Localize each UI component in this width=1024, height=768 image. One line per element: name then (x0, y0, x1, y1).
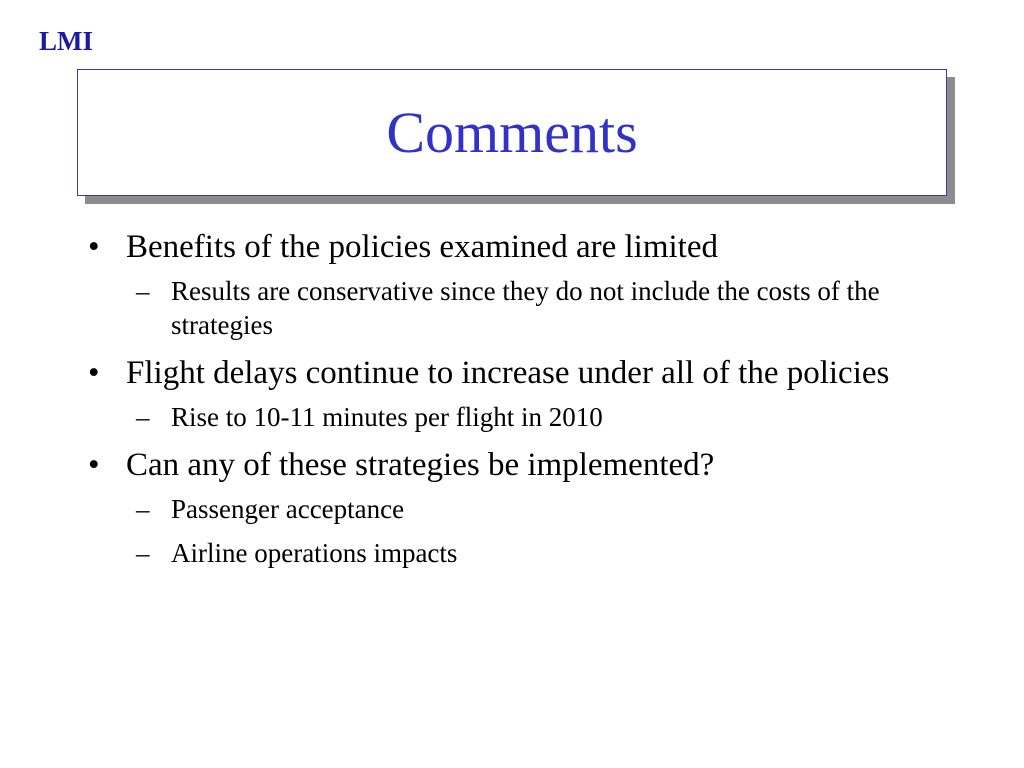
sub-bullet-marker: – (136, 494, 150, 524)
sub-bullet-item (136, 536, 938, 570)
slide-title: Comments (386, 99, 638, 165)
sub-bullet-item (136, 274, 938, 342)
logo: LMI (39, 26, 93, 56)
bullet-text: Flight delays continue to increase under all of the policies (126, 355, 890, 391)
sub-bullet-text: Airline operations impacts (171, 538, 458, 568)
sub-bullet-text: Results are conservative since they do not include the costs of the strategies (171, 276, 880, 340)
bullet-marker: • (88, 447, 100, 483)
bullet-text: Benefits of the policies examined are limited (126, 229, 718, 265)
title-box (77, 69, 947, 196)
sub-bullet-marker: – (136, 276, 150, 306)
bullet-list (88, 226, 938, 580)
sub-bullet-marker: – (136, 538, 150, 568)
bullet-text: Can any of these strategies be implemented? (126, 447, 715, 483)
sub-bullet-text: Passenger acceptance (171, 494, 405, 524)
sub-bullet-item (136, 400, 938, 434)
bullet-item (88, 226, 938, 268)
sub-bullet-marker: – (136, 402, 150, 432)
sub-bullet-text: Rise to 10-11 minutes per flight in 2010 (171, 402, 603, 432)
bullet-marker: • (88, 355, 100, 391)
sub-bullet-item (136, 492, 938, 526)
bullet-item (88, 444, 938, 486)
bullet-item (88, 352, 938, 394)
bullet-marker: • (88, 229, 100, 265)
